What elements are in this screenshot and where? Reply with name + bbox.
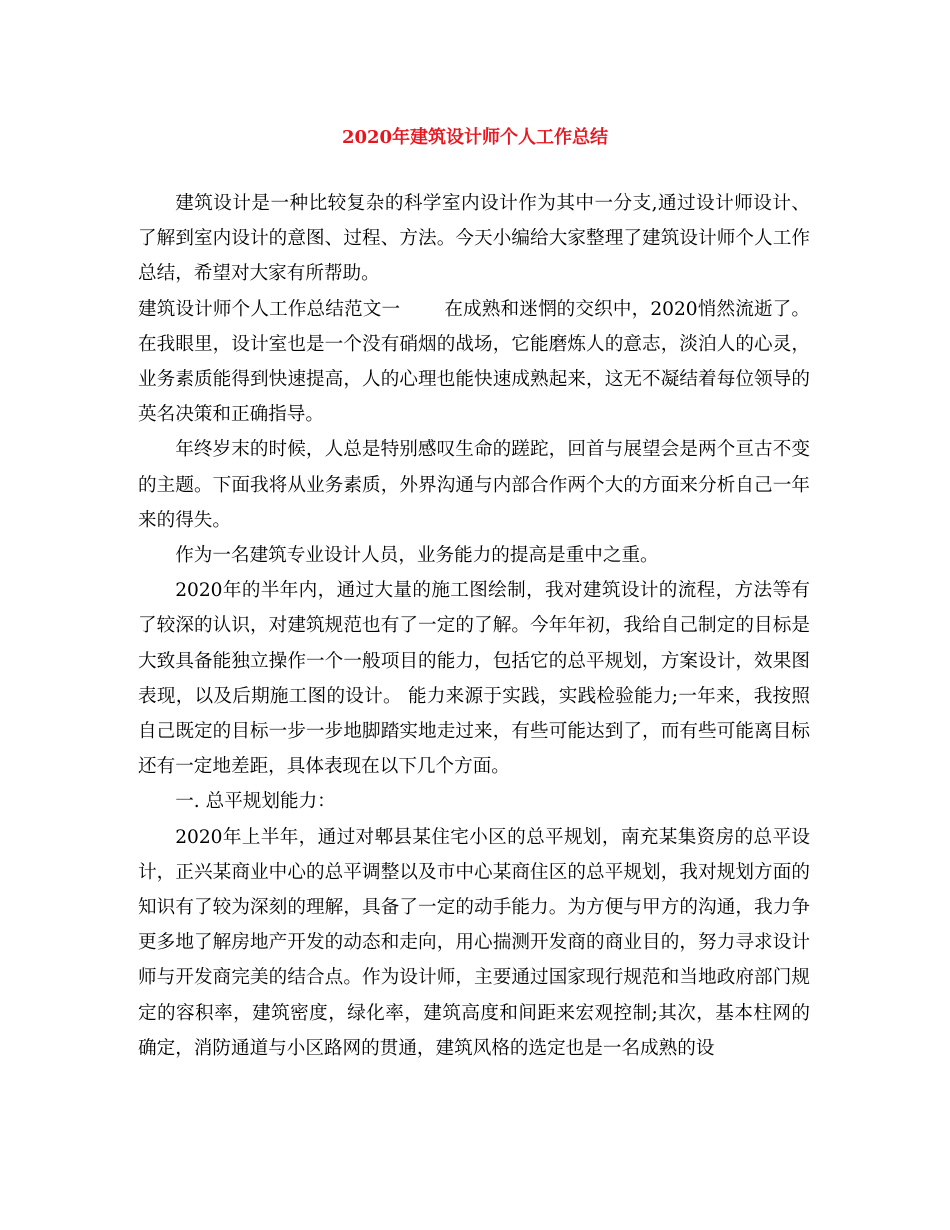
paragraph-year-end: 年终岁末的时候，人总是特别感叹生命的蹉跎，回首与展望会是两个亘古不变的主题。下面我将从业务素质，外界沟通与内部合作两个大的方面来分析自己一年来的得失。 — [138, 439, 810, 531]
document-title: 2020年建筑设计师个人工作总结 — [341, 127, 609, 148]
section-first-sentence: 在成熟和迷惘的交织中，2020悄然流逝了。在我眼里，设计室也是一个没有硝烟的战场，它能磨炼人的意志，淡泊人的心灵，业务素质能得到快速提高，人的心理也能快速成熟起来，这无不凝结着每位领导的英名决策和正确指导。 — [138, 298, 810, 426]
paragraph-planning: 2020年上半年，通过对郫县某住宅小区的总平规划，南充某集资房的总平设计，正兴某商业中心的总平调整以及市中心某商住区的总平规划，我对规划方面的知识有了较为深刻的理解，具备了一定的动手能力。为方便与甲方的沟通，我力争更多地了解房地产开发的动态和走向，用心揣测开发商的商业目的，努力寻求设计师与开发商完美的结合点。作为设计师，主要通过国家现行规范和当地政府部门规定的容积率，建筑密度，绿化率，建筑高度和间距来宏观控制;其次，基本柱网的确定，消防通道与小区路网的贯通，建筑风格的选定也是一名成熟的设 — [138, 826, 810, 1059]
paragraph-half-year: 2020年的半年内，通过大量的施工图绘制，我对建筑设计的流程，方法等有了较深的认识，对建筑规范也有了一定的了解。今年年初，我给自己制定的目标是大致具备能独立操作一个一般项目的能力，包括它的总平规划，方案设计，效果图表现，以及后期施工图的设计。 能力来源于实践，实践检验能力;一年来，我按照自己既定的目标一步一步地脚踏实地走过来，有些可能达到了，而有些可能离目标还有一定地差距，具体表现在以下几个方面。 — [138, 580, 810, 778]
paragraph-business-ability: 作为一名建筑专业设计人员，业务能力的提高是重中之重。 — [175, 545, 659, 567]
paragraph-subheading: 一. 总平规划能力： — [175, 791, 336, 813]
paragraph-intro: 建筑设计是一种比较复杂的科学室内设计作为其中一分支,通过设计师设计、了解到室内设计的意图、过程、方法。今天小编给大家整理了建筑设计师个人工作总结，希望对大家有所帮助。 — [138, 193, 810, 285]
section-heading-text: 建筑设计师个人工作总结范文一 — [138, 298, 401, 320]
document-body — [138, 186, 810, 1066]
paragraph-section-heading — [138, 292, 810, 433]
